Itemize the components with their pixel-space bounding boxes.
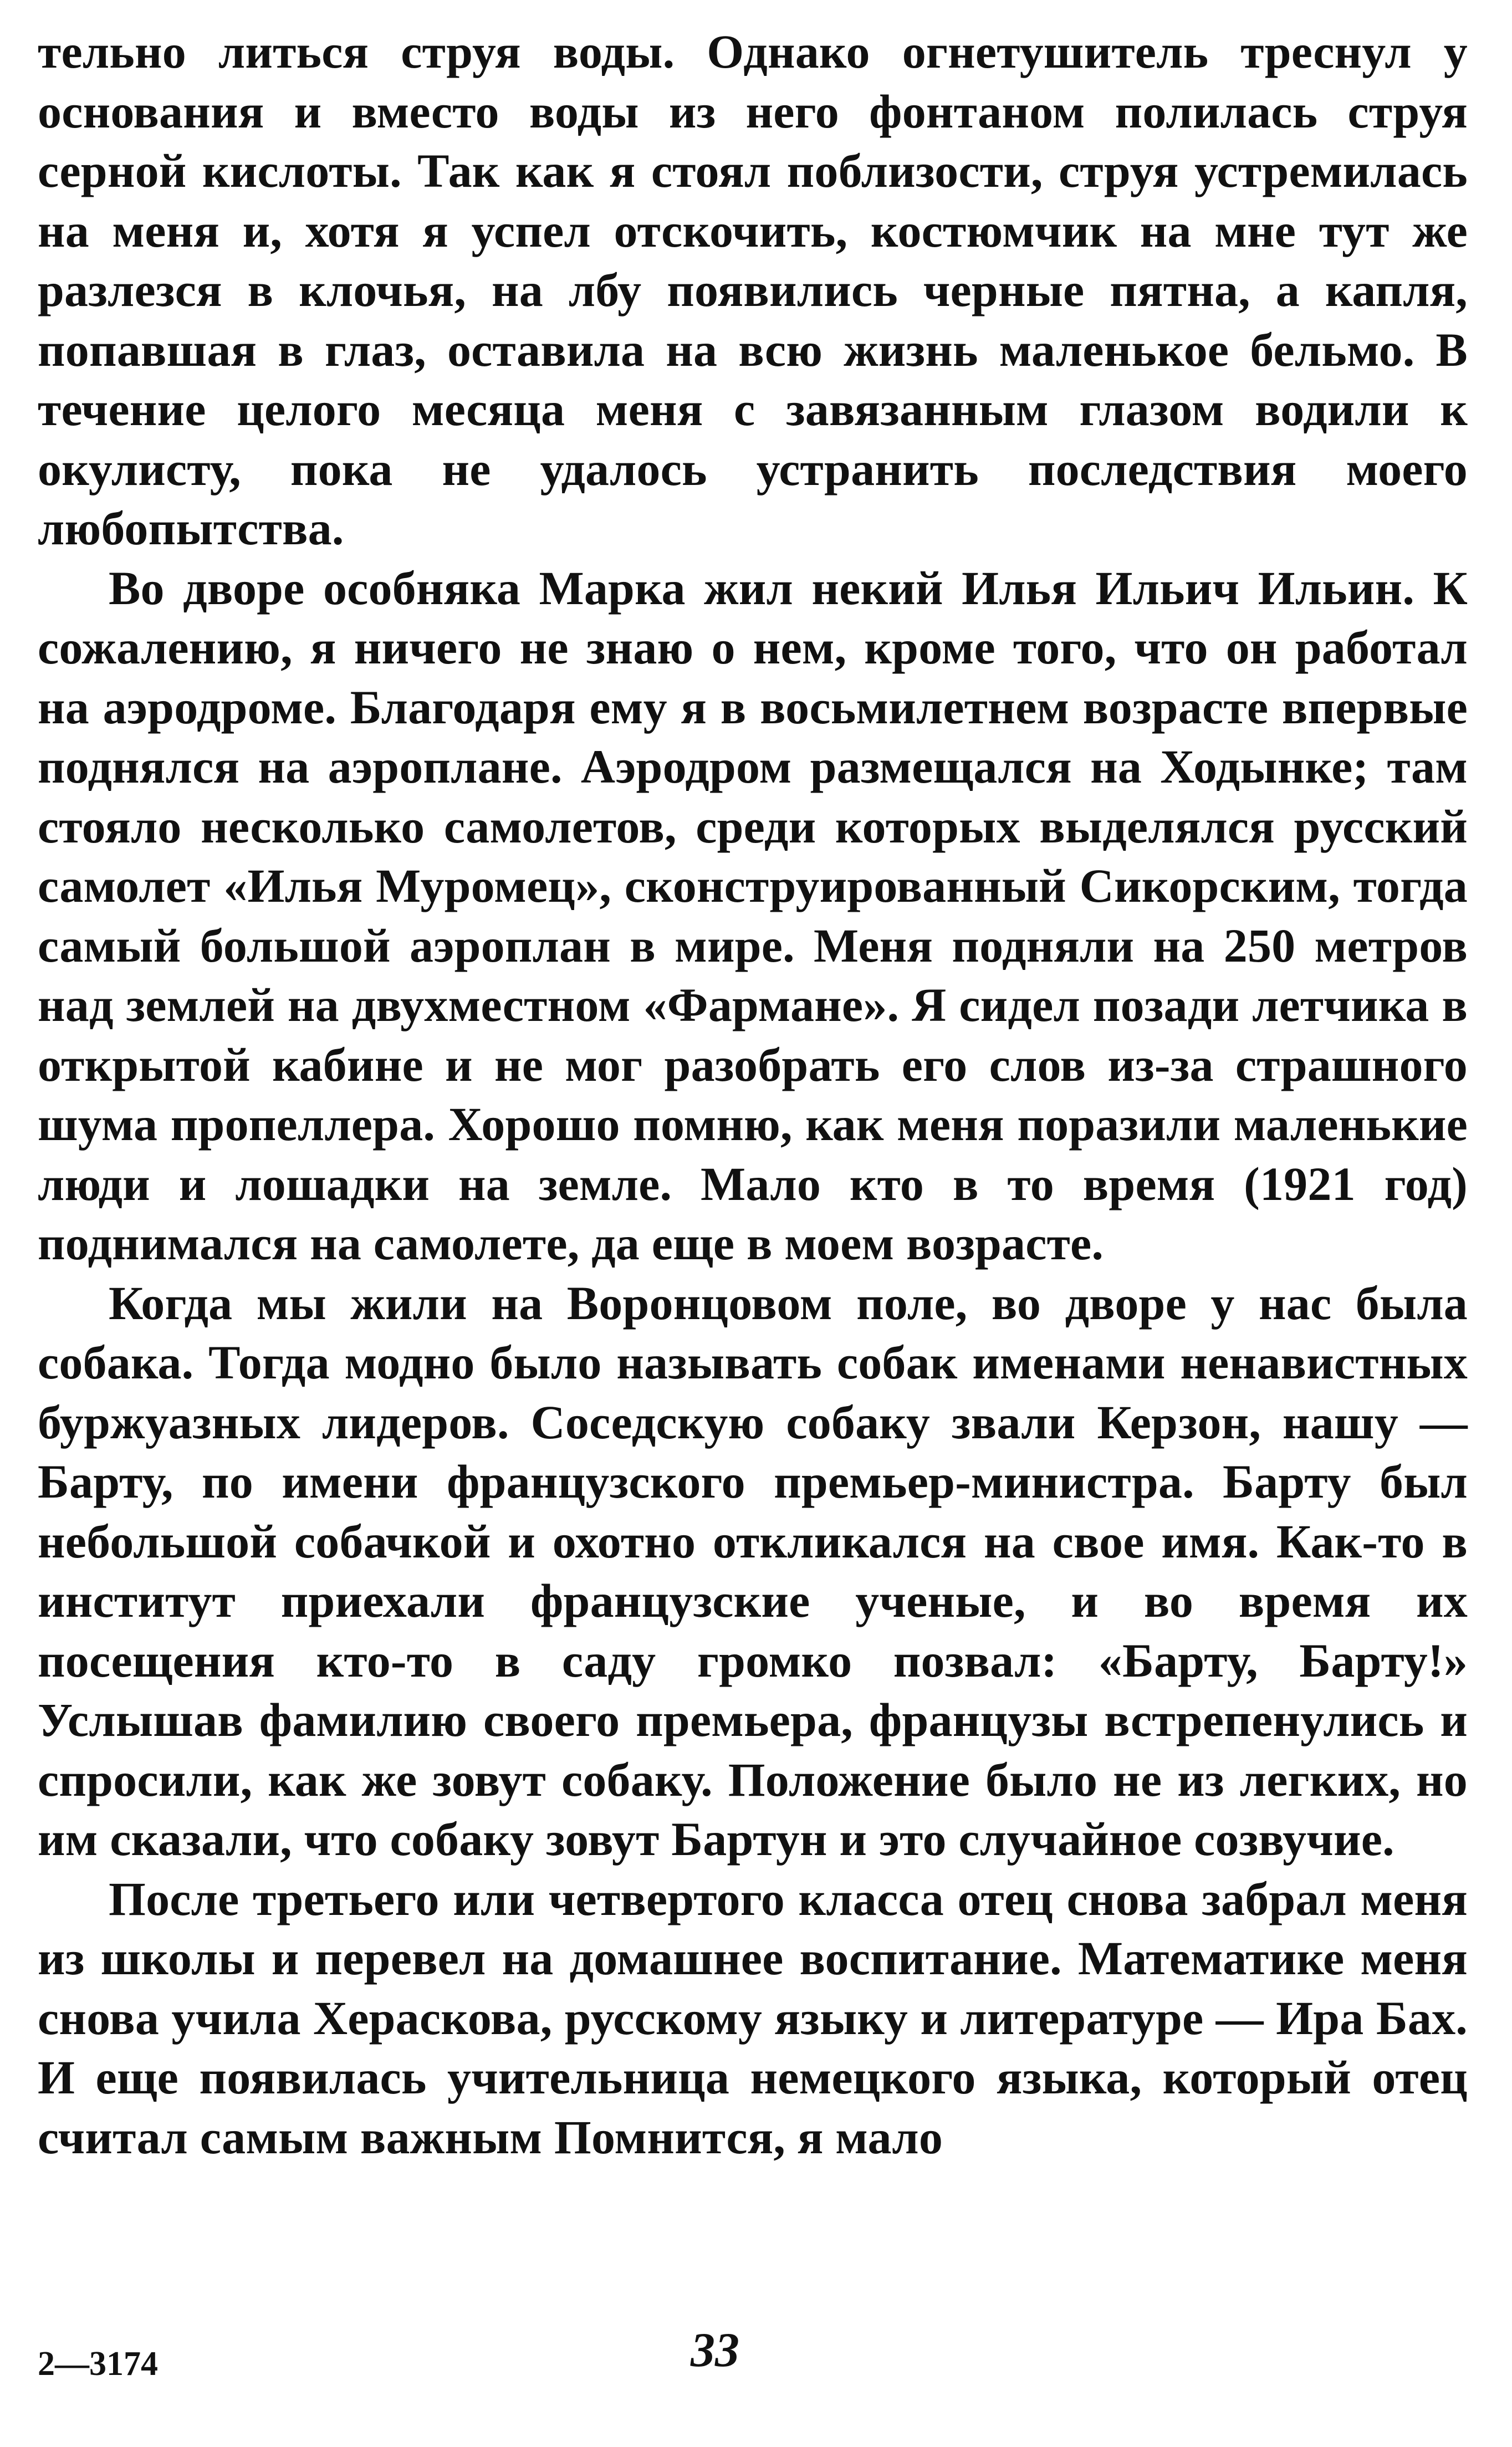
page-footer: [0, 2300, 1512, 2383]
paragraph-continued: тельно литься струя воды. Однако огнетушитель треснул у основания и вместо воды из него фонтаном полилась струя серной кислоты. Так как я стоял поблизости, струя устремилась на меня и, хотя я успел отскочить, костюмчик на мне тут же разлезся в клочья, на лбу появились черные пятна, а капля, попавшая в глаз, оставила на всю жизнь маленькое бельмо. В течение целого месяца меня с завязанным глазом водили к окулисту, пока не удалось устранить последствия моего любопытства.: [38, 25, 1468, 555]
page-number: 33: [691, 2323, 739, 2377]
paragraph-home-schooling: После третьего или четвертого класса отец снова забрал меня из школы и перевел на домашнее воспитание. Математике меня снова учила Хераскова, русскому языку и литературе — Ира Бах. И еще появилась учительница немецкого языка, который отец считал самым важным Помнится, я мало: [38, 1872, 1468, 2164]
paragraph-dog-bartu: Когда мы жили на Воронцовом поле, во дворе у нас была собака. Тогда модно было называть собак именами ненавистных буржуазных лидеров. Соседскую собаку звали Керзон, нашу — Барту, по имени французского премьер-министра. Барту был небольшой собачкой и охотно откликался на свое имя. Как-то в институт приехали французские ученые, и во время их посещения кто-то в саду громко позвал: «Барту, Барту!» Услышав фамилию своего премьера, французы встрепенулись и спросили, как же зовут собаку. Положение было не из легких, но им сказали, что собаку зовут Бартун и это случайное созвучие.: [38, 1276, 1468, 1866]
paragraph-ilyin-airfield: Во дворе особняка Марка жил некий Илья Ильич Ильин. К сожалению, я ничего не знаю о нем, кроме того, что он работал на аэродроме. Благодаря ему я в восьмилетнем возрасте впервые поднялся на аэроплане. Аэродром размещался на Ходынке; там стояло несколько самолетов, среди которых выделялся русский самолет «Илья Муромец», сконструированный Сикорским, тогда самый большой аэроплан в мире. Меня подняли на 250 метров над землей на двухместном «Фармане». Я сидел позади летчика в открытой кабине и не мог разобрать его слов из-за страшного шума пропеллера. Хорошо помню, как меня поразили маленькие люди и лошадки на земле. Мало кто в то время (1921 год) поднимался на самолете, да еще в моем возрасте.: [38, 561, 1468, 1270]
printer-signature: 2—3174: [38, 2345, 158, 2383]
body-text: [38, 22, 1468, 2167]
